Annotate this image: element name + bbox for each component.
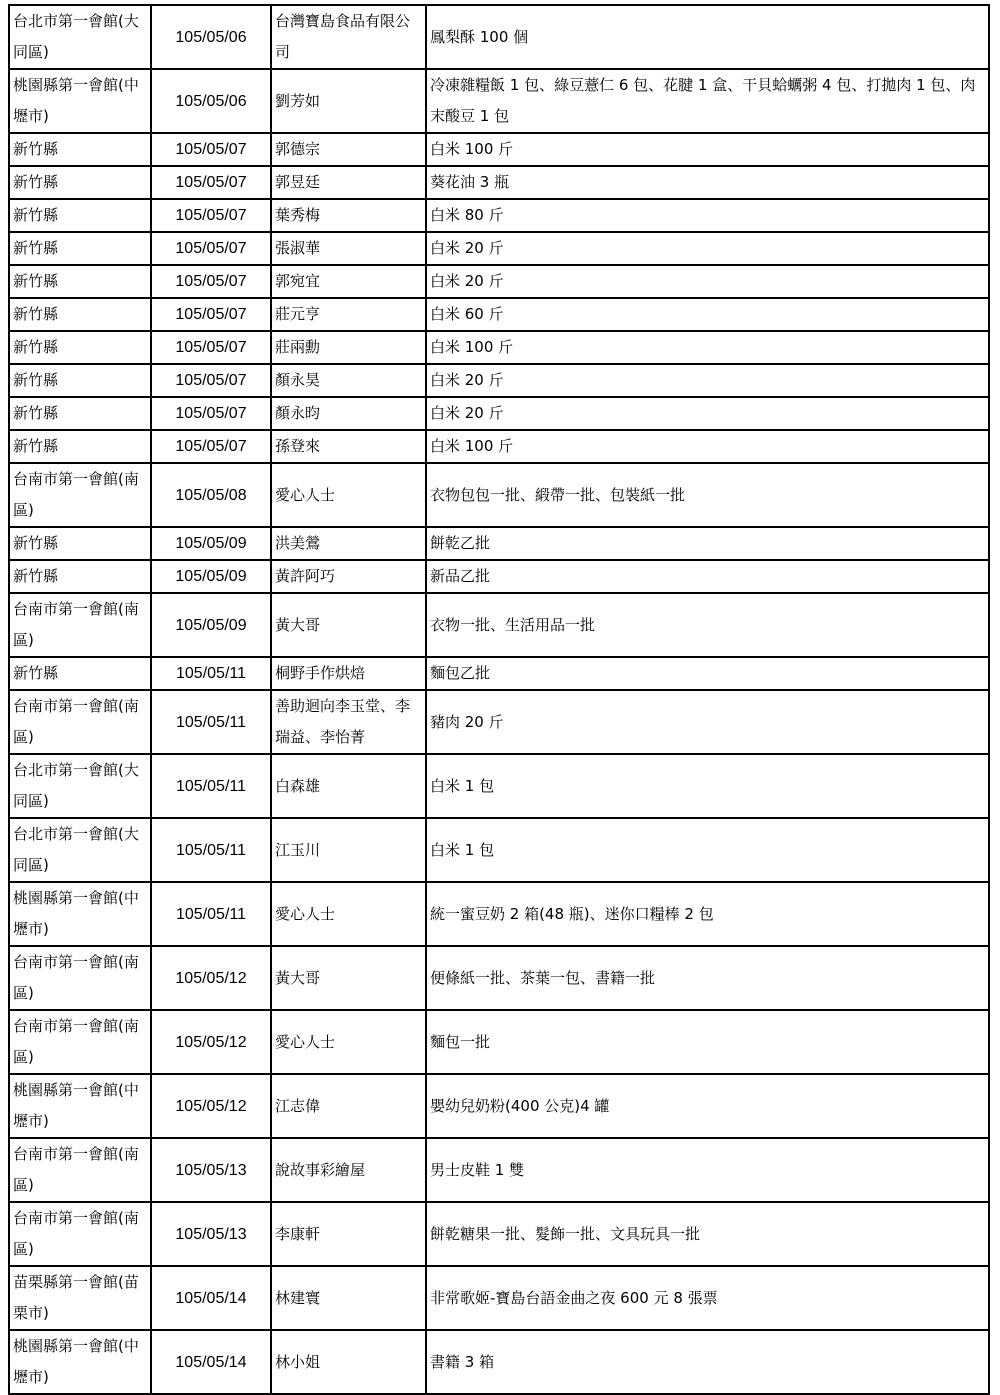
branch-cell: 台南市第一會館(南區): [9, 946, 151, 1010]
items-cell: 衣物包包一批、緞帶一批、包裝紙一批: [426, 463, 989, 527]
date-cell: 105/05/09: [151, 593, 271, 657]
branch-cell: 台南市第一會館(南區): [9, 593, 151, 657]
date-cell: 105/05/11: [151, 818, 271, 882]
items-cell: 白米 100 斤: [426, 331, 989, 364]
table-row: [9, 69, 989, 133]
branch-cell: 苗栗縣第一會館(苗栗市): [9, 1266, 151, 1330]
date-cell: 105/05/06: [151, 5, 271, 69]
date-cell: 105/05/13: [151, 1202, 271, 1266]
branch-cell: 桃園縣第一會館(中壢市): [9, 1330, 151, 1394]
items-cell: 統一蜜豆奶 2 箱(48 瓶)、迷你口糧棒 2 包: [426, 882, 989, 946]
date-cell: 105/05/07: [151, 133, 271, 166]
date-cell: 105/05/07: [151, 397, 271, 430]
table-row: [9, 133, 989, 166]
table-row: [9, 430, 989, 463]
items-cell: 白米 100 斤: [426, 133, 989, 166]
table-row: [9, 199, 989, 232]
table-row: [9, 818, 989, 882]
table-row: [9, 5, 989, 69]
donor-cell: 江玉川: [271, 818, 426, 882]
donor-cell: 洪美鶯: [271, 527, 426, 560]
items-cell: 白米 1 包: [426, 818, 989, 882]
branch-cell: 台南市第一會館(南區): [9, 463, 151, 527]
date-cell: 105/05/12: [151, 946, 271, 1010]
date-cell: 105/05/07: [151, 265, 271, 298]
donor-cell: 說故事彩繪屋: [271, 1138, 426, 1202]
table-row: [9, 463, 989, 527]
branch-cell: 桃園縣第一會館(中壢市): [9, 1074, 151, 1138]
branch-cell: 台北市第一會館(大同區): [9, 5, 151, 69]
branch-cell: 新竹縣: [9, 397, 151, 430]
date-cell: 105/05/12: [151, 1074, 271, 1138]
donor-cell: 劉芳如: [271, 69, 426, 133]
table-row: [9, 1202, 989, 1266]
donor-cell: 郭昱廷: [271, 166, 426, 199]
donor-cell: 李康軒: [271, 1202, 426, 1266]
donor-cell: 葉秀梅: [271, 199, 426, 232]
donor-cell: 愛心人士: [271, 882, 426, 946]
table-row: [9, 754, 989, 818]
donor-cell: 白森雄: [271, 754, 426, 818]
table-body: [9, 5, 989, 1394]
date-cell: 105/05/07: [151, 166, 271, 199]
table-row: [9, 657, 989, 690]
branch-cell: 台南市第一會館(南區): [9, 690, 151, 754]
donor-cell: 愛心人士: [271, 1010, 426, 1074]
branch-cell: 新竹縣: [9, 166, 151, 199]
donor-cell: 顏永昀: [271, 397, 426, 430]
branch-cell: 台北市第一會館(大同區): [9, 754, 151, 818]
items-cell: 嬰幼兒奶粉(400 公克)4 罐: [426, 1074, 989, 1138]
table-row: [9, 527, 989, 560]
items-cell: 白米 60 斤: [426, 298, 989, 331]
items-cell: 餅乾糖果一批、髮飾一批、文具玩具一批: [426, 1202, 989, 1266]
donor-cell: 郭德宗: [271, 133, 426, 166]
items-cell: 白米 20 斤: [426, 364, 989, 397]
branch-cell: 台北市第一會館(大同區): [9, 818, 151, 882]
items-cell: 葵花油 3 瓶: [426, 166, 989, 199]
items-cell: 白米 20 斤: [426, 397, 989, 430]
table-row: [9, 1138, 989, 1202]
table-row: [9, 1010, 989, 1074]
table-row: [9, 364, 989, 397]
items-cell: 鳳梨酥 100 個: [426, 5, 989, 69]
branch-cell: 新竹縣: [9, 560, 151, 593]
date-cell: 105/05/08: [151, 463, 271, 527]
table-row: [9, 265, 989, 298]
date-cell: 105/05/07: [151, 199, 271, 232]
donor-cell: 孫登來: [271, 430, 426, 463]
items-cell: 豬肉 20 斤: [426, 690, 989, 754]
table-row: [9, 882, 989, 946]
branch-cell: 桃園縣第一會館(中壢市): [9, 69, 151, 133]
branch-cell: 新竹縣: [9, 232, 151, 265]
date-cell: 105/05/09: [151, 560, 271, 593]
date-cell: 105/05/09: [151, 527, 271, 560]
items-cell: 白米 20 斤: [426, 232, 989, 265]
donor-cell: 郭宛宜: [271, 265, 426, 298]
donor-cell: 桐野手作烘焙: [271, 657, 426, 690]
branch-cell: 台南市第一會館(南區): [9, 1138, 151, 1202]
items-cell: 書籍 3 箱: [426, 1330, 989, 1394]
table-row: [9, 298, 989, 331]
donation-table: [8, 4, 990, 1395]
branch-cell: 桃園縣第一會館(中壢市): [9, 882, 151, 946]
date-cell: 105/05/11: [151, 657, 271, 690]
date-cell: 105/05/07: [151, 331, 271, 364]
donor-cell: 莊兩勳: [271, 331, 426, 364]
branch-cell: 新竹縣: [9, 657, 151, 690]
branch-cell: 新竹縣: [9, 527, 151, 560]
table-row: [9, 946, 989, 1010]
table-row: [9, 690, 989, 754]
donor-cell: 張淑華: [271, 232, 426, 265]
donor-cell: 黃許阿巧: [271, 560, 426, 593]
date-cell: 105/05/14: [151, 1330, 271, 1394]
branch-cell: 新竹縣: [9, 133, 151, 166]
table-row: [9, 1074, 989, 1138]
table-row: [9, 232, 989, 265]
branch-cell: 台南市第一會館(南區): [9, 1010, 151, 1074]
table-row: [9, 331, 989, 364]
date-cell: 105/05/14: [151, 1266, 271, 1330]
donor-cell: 林小姐: [271, 1330, 426, 1394]
items-cell: 男士皮鞋 1 雙: [426, 1138, 989, 1202]
donor-cell: 顏永昊: [271, 364, 426, 397]
table-row: [9, 166, 989, 199]
donor-cell: 江志偉: [271, 1074, 426, 1138]
items-cell: 餅乾乙批: [426, 527, 989, 560]
items-cell: 白米 100 斤: [426, 430, 989, 463]
table-row: [9, 397, 989, 430]
table-row: [9, 560, 989, 593]
items-cell: 非常歌姬-寶島台語金曲之夜 600 元 8 張票: [426, 1266, 989, 1330]
donor-cell: 林建寰: [271, 1266, 426, 1330]
date-cell: 105/05/11: [151, 882, 271, 946]
branch-cell: 台南市第一會館(南區): [9, 1202, 151, 1266]
items-cell: 麵包一批: [426, 1010, 989, 1074]
date-cell: 105/05/13: [151, 1138, 271, 1202]
donor-cell: 莊元亨: [271, 298, 426, 331]
date-cell: 105/05/07: [151, 232, 271, 265]
table-row: [9, 1330, 989, 1394]
date-cell: 105/05/07: [151, 298, 271, 331]
items-cell: 便條紙一批、茶葉一包、書籍一批: [426, 946, 989, 1010]
date-cell: 105/05/11: [151, 754, 271, 818]
branch-cell: 新竹縣: [9, 298, 151, 331]
table-row: [9, 1266, 989, 1330]
items-cell: 白米 1 包: [426, 754, 989, 818]
date-cell: 105/05/06: [151, 69, 271, 133]
donor-cell: 黃大哥: [271, 593, 426, 657]
branch-cell: 新竹縣: [9, 331, 151, 364]
branch-cell: 新竹縣: [9, 199, 151, 232]
donor-cell: 黃大哥: [271, 946, 426, 1010]
branch-cell: 新竹縣: [9, 430, 151, 463]
items-cell: 白米 80 斤: [426, 199, 989, 232]
date-cell: 105/05/12: [151, 1010, 271, 1074]
donor-cell: 善助迴向李玉堂、李瑞益、李怡菁: [271, 690, 426, 754]
items-cell: 麵包乙批: [426, 657, 989, 690]
date-cell: 105/05/11: [151, 690, 271, 754]
items-cell: 冷凍雜糧飯 1 包、綠豆薏仁 6 包、花腱 1 盒、干貝蛤蠣粥 4 包、打拋肉 1 包、肉末酸豆 1 包: [426, 69, 989, 133]
items-cell: 白米 20 斤: [426, 265, 989, 298]
table-row: [9, 593, 989, 657]
items-cell: 衣物一批、生活用品一批: [426, 593, 989, 657]
date-cell: 105/05/07: [151, 364, 271, 397]
date-cell: 105/05/07: [151, 430, 271, 463]
donor-cell: 台灣寶島食品有限公司: [271, 5, 426, 69]
branch-cell: 新竹縣: [9, 364, 151, 397]
branch-cell: 新竹縣: [9, 265, 151, 298]
donor-cell: 愛心人士: [271, 463, 426, 527]
items-cell: 新品乙批: [426, 560, 989, 593]
